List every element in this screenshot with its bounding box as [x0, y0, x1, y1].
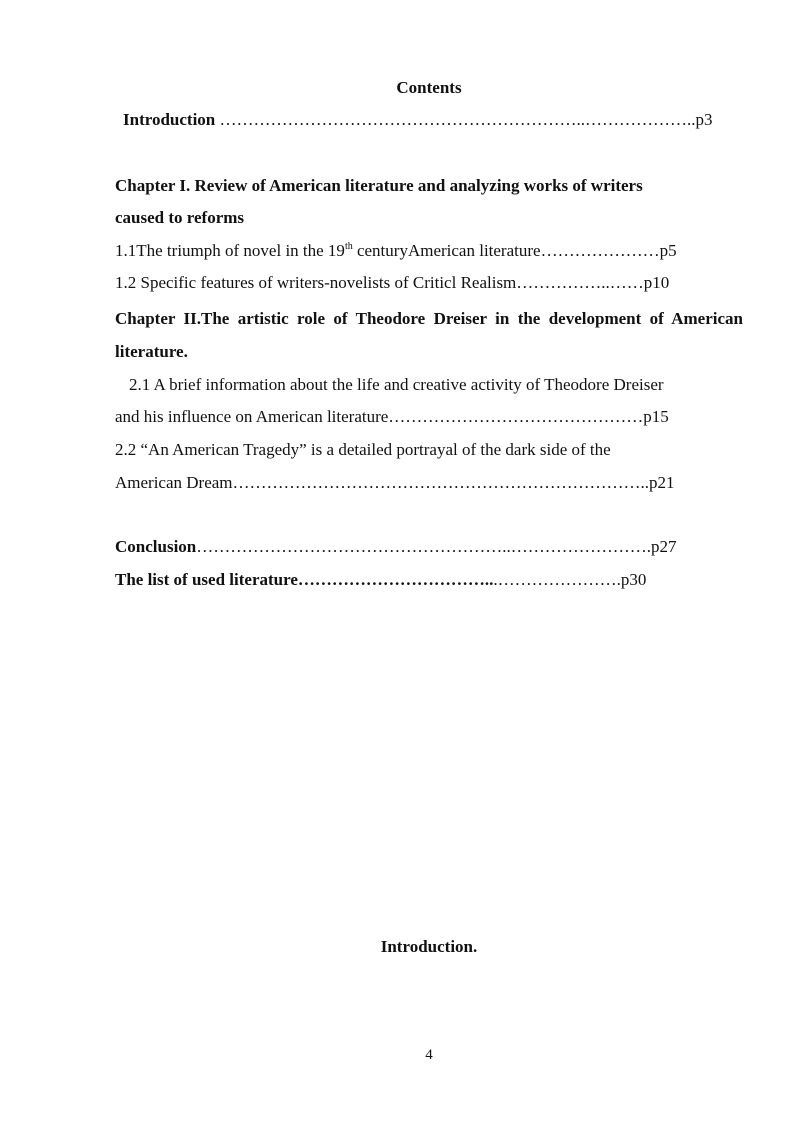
- toc-entry-text: 1.1The triumph of novel in the 19: [115, 241, 345, 260]
- superscript: th: [344, 241, 353, 252]
- toc-entry-conclusion: [115, 536, 677, 558]
- toc-entry-2-1-line2: and his influence on American literature………………………………………p15: [115, 407, 669, 426]
- toc-page-ref: p27: [651, 537, 677, 556]
- section-heading-introduction: Introduction.: [380, 937, 478, 956]
- toc-chapter1-title-line1: Chapter I. Review of American literature and analyzing works of writers: [115, 176, 643, 195]
- toc-entry-label: Introduction: [123, 110, 216, 129]
- toc-entry-2-1-line1: 2.1 A brief information about the life and creative activity of Theodore Dreiser: [129, 375, 664, 394]
- toc-entry-text-rest: centuryAmerican literature…………………p5: [352, 241, 677, 260]
- toc-page-ref: p30: [620, 570, 647, 589]
- toc-page-ref: p3: [695, 110, 713, 129]
- toc-leader-dots-bold: ……………………………..: [297, 570, 494, 589]
- toc-leader-dots: ………………………………………………..…………………….: [196, 537, 651, 556]
- toc-leader-dots: .………………….: [493, 570, 621, 589]
- toc-chapter1-title-line2: caused to reforms: [115, 208, 245, 227]
- toc-chapter2-title: Chapter II.The artistic role of Theodore Dreiser in the development of American literature.: [115, 309, 743, 361]
- toc-entry-1-2: 1.2 Specific features of writers-novelists of Criticl Realism……………..……p10: [115, 273, 670, 292]
- toc-entry-label: The list of used literature: [115, 570, 298, 589]
- toc-leader-dots: ………………………………………………………..………………..: [215, 110, 696, 129]
- toc-entry-2-2-line2: American Dream………………………………………………………………..p21: [115, 473, 675, 492]
- toc-entry-literature: [115, 569, 646, 591]
- toc-entry-2-2-line1: 2.2 “An American Tragedy” is a detailed portrayal of the dark side of the: [115, 440, 611, 459]
- toc-entry-label: Conclusion: [115, 537, 197, 556]
- page-number: 4: [425, 1047, 433, 1063]
- toc-entry-1-1: [115, 240, 677, 262]
- contents-heading: Contents: [396, 78, 462, 97]
- toc-entry-introduction: [123, 109, 713, 131]
